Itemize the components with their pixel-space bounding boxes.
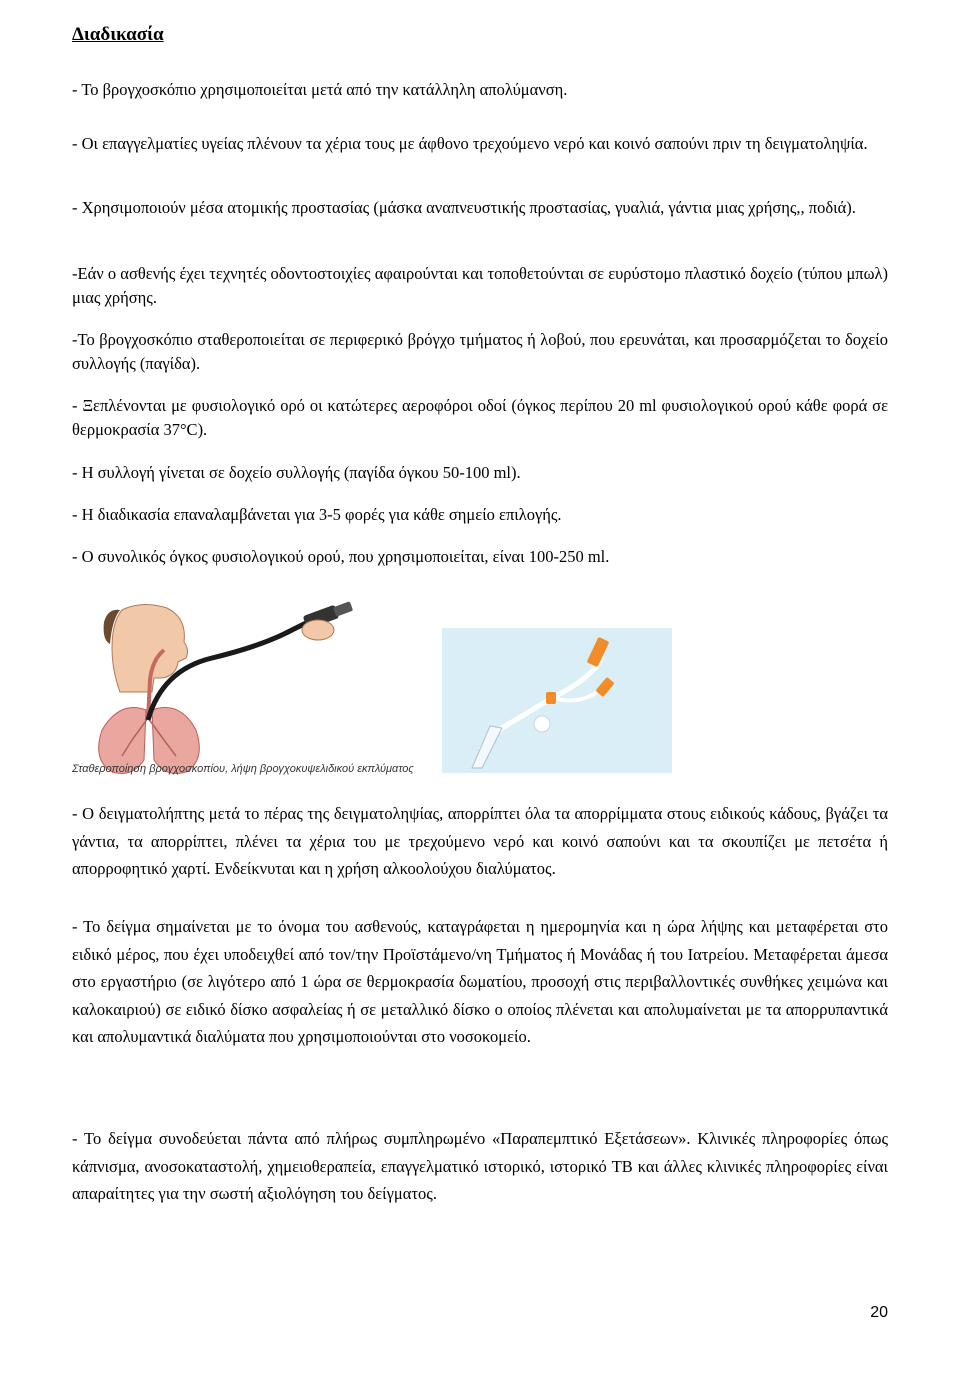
figure-bronchoscopy xyxy=(72,600,888,790)
paragraph-referral: - Το δείγμα συνοδεύεται πάντα από πλήρως συμπληρωμένο «Παραπεμπτικό Εξετάσεων». Κλινικές πληροφορίες όπως κάπνισμα, ανοσοκαταστολή, χημειοθεραπεία, επαγγελματικό ιστορικό, ιστορικό TB και άλλες κλινικές πληροφορίες είναι απαραίτητες για την σωστή αξιολόγηση του δείγματος. xyxy=(72,1129,888,1203)
paragraph-total-volume: - Ο συνολικός όγκος φυσιολογικού ορού, που χρησιμοποιείται, είναι 100-250 ml. xyxy=(72,547,610,566)
page-number: 20 xyxy=(870,1304,888,1321)
paragraph-repeat: - Η διαδικασία επαναλαμβάνεται για 3-5 φορές για κάθε σημείο επιλογής. xyxy=(72,505,562,524)
paragraph-collection: - Η συλλογή γίνεται σε δοχείο συλλογής (παγίδα όγκου 50-100 ml). xyxy=(72,463,521,482)
paragraph-labeling-transport: - Το δείγμα σημαίνεται με το όνομα του ασθενούς, καταγράφεται η ημερομηνία και η ώρα λήψης και μεταφέρεται στο ειδικό μέρος, που έχει υποδειχθεί από τον/την Προϊστάμενο/νη Τμήματος ή Μονάδας ή του Ιατρείου. Μεταφέρεται άμεσα στο εργαστήριο (σε λιγότερο από 1 ώρα σε θερμοκρασία δωματίου, προσοχή στις περιβαλλοντικές συνθήκες χειμώνα και καλοκαιριού) σε ειδικό δίσκο ασφαλείας ή σε μεταλλικό δίσκο ο οποίος πλένεται και απολυμαίνεται με τα απορρυπαντικά και απολυμαντικά διαλύματα που χρησιμοποιούνται στο νοσοκομείο. xyxy=(72,917,888,1046)
paragraph-protection: - Χρησιμοποιούν μέσα ατομικής προστασίας (μάσκα αναπνευστικής προστασίας, γυαλιά, γάντια μιας χρήσης,, ποδιά). xyxy=(72,198,856,217)
paragraph-rinse: - Ξεπλένονται με φυσιολογικό ορό οι κατώτερες αεροφόροι οδοί (όγκος περίπου 20 ml φυσιολογικού ορού κάθε φορά σε θερμοκρασία 37°C). xyxy=(72,396,888,439)
collection-trap-tubing-icon xyxy=(442,628,672,773)
section-heading: Διαδικασία xyxy=(72,24,164,45)
figure-caption: Σταθεροποίηση βρογχοσκοπίου, λήψη βρογχοκυψελιδικού εκπλύματος xyxy=(72,763,414,775)
paragraph-stabilization: -Το βρογχοσκόπιο σταθεροποιείται σε περιφερικό βρόγχο τμήματος ή λοβού, που ερευνάται, και προσαρμόζεται το δοχείο συλλογής (παγίδα). xyxy=(72,330,888,373)
paragraph-handwashing: - Οι επαγγελματίες υγείας πλένουν τα χέρια τους με άφθονο τρεχούμενο νερό και κοινό σαπούνι πριν τη δειγματοληψία. xyxy=(72,134,868,153)
paragraph-disinfection: - Το βρογχοσκόπιο χρησιμοποιείται μετά από την κατάλληλη απολύμανση. xyxy=(72,80,568,99)
paragraph-disposal: - Ο δειγματολήπτης μετά το πέρας της δειγματοληψίας, απορρίπτει όλα τα απορρίμματα στους ειδικούς κάδους, βγάζει τα γάντια, τα απορρίπτει, πλένει τα χέρια του με τρεχούμενο νερό και κοινό σαπούνι και τα σκουπίζει με πετσέτα ή απορροφητικό χαρτί. Ενδείκνυται και η χρήση αλκοολούχου διαλύματος. xyxy=(72,804,888,878)
bronchoscopy-illustration-icon xyxy=(72,600,444,782)
paragraph-dentures: -Εάν ο ασθενής έχει τεχνητές οδοντοστοιχίες αφαιρούνται και τοποθετούνται σε ευρύστομο πλαστικό δοχείο (τύπου μπωλ) μιας χρήσης. xyxy=(72,264,888,307)
